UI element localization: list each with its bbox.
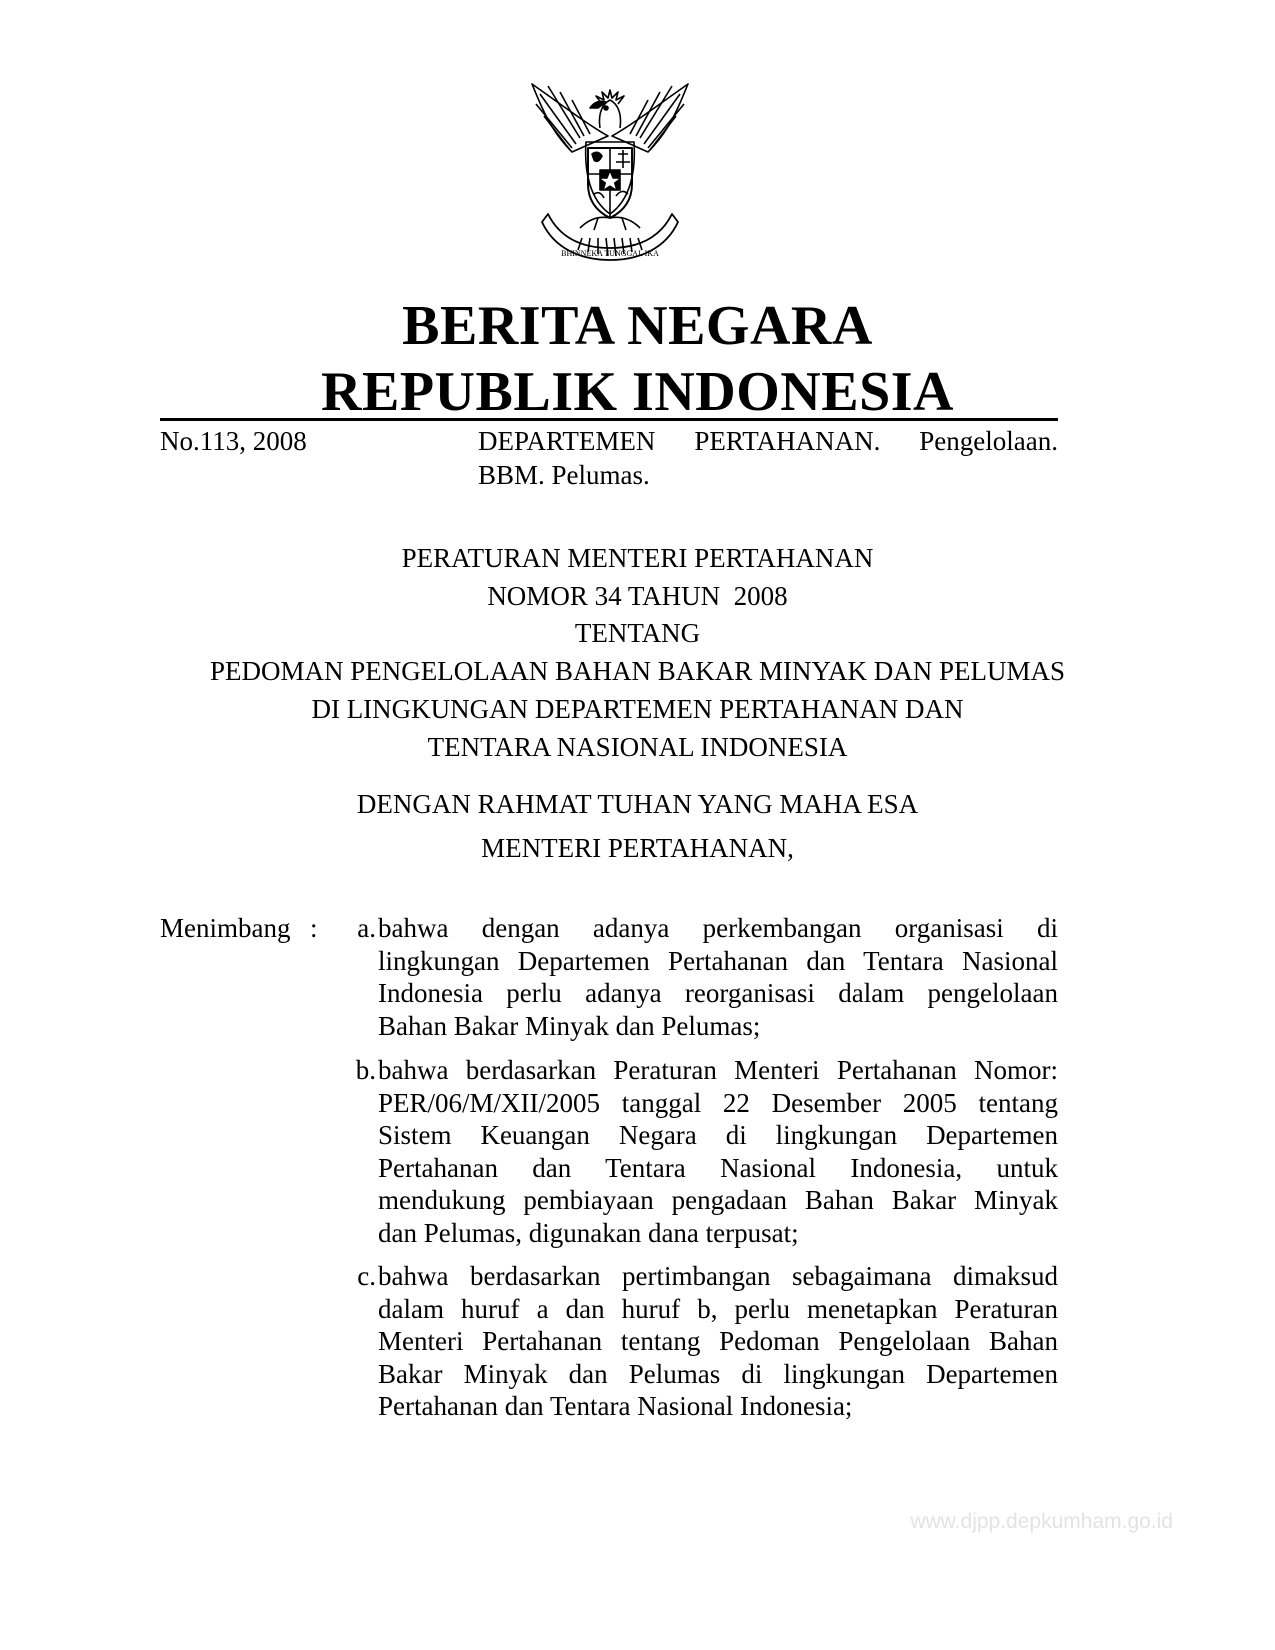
- masthead-divider: [160, 418, 1058, 421]
- item-text: [378, 1054, 1058, 1249]
- masthead-subtitle: REPUBLIK INDONESIA: [321, 361, 954, 423]
- item-line: Bahan Bakar Minyak dan Pelumas;: [378, 1010, 761, 1041]
- item-line: Sistem Keuangan Negara di lingkungan Departemen: [378, 1120, 1058, 1150]
- regulation-title-line: PEDOMAN PENGELOLAAN BAHAN BAKAR MINYAK DAN PELUMAS: [209, 656, 1066, 687]
- preamble: [0, 782, 1275, 870]
- issue-subject-word: PERTAHANAN.: [694, 426, 881, 456]
- item-line: bahwa berdasarkan pertimbangan sebagaimana dimaksud: [378, 1261, 1058, 1291]
- preamble-line: MENTERI PERTAHANAN,: [481, 833, 794, 863]
- item-line: PER/06/M/XII/2005 tanggal 22 Desember 2005 tentang: [378, 1087, 1058, 1118]
- item-line: Menteri Pertahanan tentang Pedoman Pengelolaan Bahan: [378, 1326, 1058, 1356]
- item-line: mendukung pembiayaan pengadaan Bahan Bakar Minyak: [378, 1185, 1058, 1215]
- regulation-title-line: NOMOR 34 TAHUN 2008: [487, 580, 788, 611]
- considering-label: Menimbang: [160, 913, 291, 943]
- item-line: Pertahanan dan Tentara Nasional Indonesia, untuk: [378, 1152, 1058, 1183]
- regulation-title-line: TENTARA NASIONAL INDONESIA: [427, 731, 848, 762]
- emblem-motto: BHINNEKA TUNGGAL IKA: [561, 249, 659, 258]
- watermark: www.djpp.depkumham.go.id: [910, 1510, 1173, 1533]
- item-letter: a.: [357, 913, 376, 943]
- item-line: bahwa berdasarkan Peraturan Menteri Pertahanan Nomor:: [378, 1055, 1058, 1085]
- regulation-title: [0, 540, 1275, 766]
- regulation-title-line: DI LINGKUNGAN DEPARTEMEN PERTAHANAN DAN: [311, 693, 964, 724]
- item-letter: c.: [357, 1261, 376, 1291]
- issue-subject-word: Pengelolaan.: [919, 426, 1058, 456]
- regulation-title-line: PERATURAN MENTERI PERTAHANAN: [401, 543, 874, 573]
- item-line: dan Pelumas, digunakan dana terpusat;: [378, 1217, 799, 1248]
- item-line: bahwa dengan adanya perkembangan organisasi di: [378, 913, 1058, 943]
- issue-subject-word: DEPARTEMEN: [478, 426, 656, 456]
- issue-subject-line2: BBM. Pelumas.: [478, 460, 650, 490]
- item-line: dalam huruf a dan huruf b, perlu menetapkan Peraturan: [378, 1293, 1058, 1324]
- item-line: Pertahanan dan Tentara Nasional Indonesia;: [378, 1391, 853, 1421]
- regulation-title-line: TENTANG: [574, 618, 701, 649]
- masthead-title: BERITA NEGARA: [402, 295, 873, 357]
- item-line: Bakar Minyak dan Pelumas di lingkungan Departemen: [378, 1358, 1058, 1389]
- garuda-emblem: [520, 78, 700, 272]
- item-text: [378, 912, 1058, 1042]
- considering-colon: :: [310, 913, 318, 943]
- preamble-line: DENGAN RAHMAT TUHAN YANG MAHA ESA: [356, 789, 919, 819]
- issue-number: No.113, 2008: [160, 426, 307, 456]
- item-line: Indonesia perlu adanya reorganisasi dalam pengelolaan: [378, 978, 1058, 1008]
- item-letter: b.: [355, 1055, 376, 1085]
- item-text: [378, 1260, 1058, 1423]
- item-line: lingkungan Departemen Pertahanan dan Tentara Nasional: [378, 945, 1058, 976]
- issue-subject: [478, 424, 1058, 492]
